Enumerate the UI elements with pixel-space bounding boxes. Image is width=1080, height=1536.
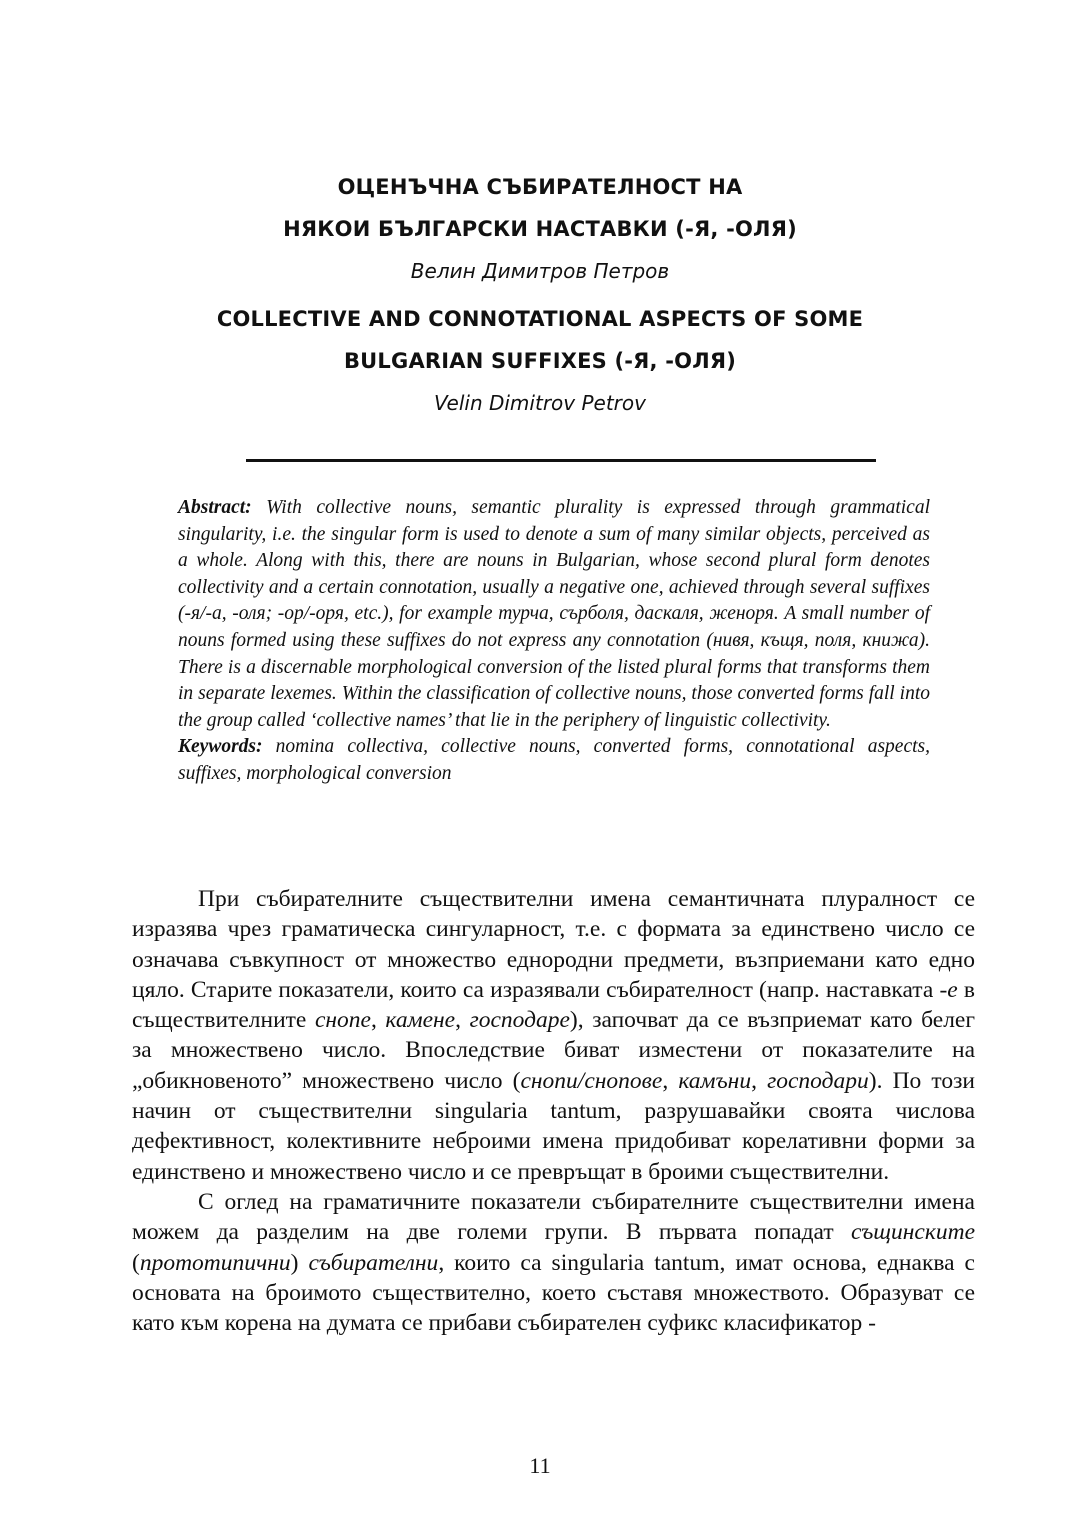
text-run: в съществителните [132,976,975,1034]
title-en-line1: COLLECTIVE AND CONNOTATIONAL ASPECTS OF SOME [216,307,864,331]
italic-term: същинските [850,1219,975,1246]
title-en-line2: BULGARIAN SUFFIXES (-Я, -ОЛЯ) [343,349,737,373]
italic-term: господари [767,1067,869,1094]
text-run: При събирателните съществителни имена семантичната плуралност се изразява чрез граматическа сингуларност, т.е. с формата за единствено число се означава съвкупност от множество еднородни предмети, възприемани като едно цяло. Старите показатели, които са изразявали събирателност (напр. наставката [132,886,975,1003]
text-run: , [455,1007,470,1034]
italic-term: камъни [678,1067,752,1094]
author-en: Velin Dimitrov Petrov [434,391,646,415]
abstract-paragraph [178,495,930,734]
page-number: 11 [529,1453,551,1478]
title-bg-line2: НЯКОИ БЪЛГАРСКИ НАСТАВКИ (-Я, -ОЛЯ) [283,217,797,241]
body-text [132,884,975,1338]
text-run: ). По този начин от съществителни singularia tantum, разрушавайки своята числова дефективност, колективните неброими имена придобиват корелативни форми за единствено и множествено число и се превръщат в броими съществителни. [132,1067,975,1185]
text-run: , [751,1067,768,1094]
text-run: , които са singularia tantum, имат основа, еднаква с основата на броимото съществително, което съставя множеството. Образуват се като към корена на думата се прибави събирателен суфикс класификатор - [132,1249,975,1337]
italic-term: снопи/снопове [520,1067,663,1094]
body-paragraph-2 [132,1187,975,1338]
text-run: , [370,1007,386,1034]
keywords-label: Keywords: [178,736,263,758]
italic-term: събирателни [308,1249,439,1276]
italic-term: прототипични [139,1249,291,1276]
title-block [0,166,1080,430]
author-bg: Велин Димитров Петров [410,259,670,283]
keywords-text: nomina collectiva, collective nouns, converted forms, connotational aspects, suffixes, morphological conversion [178,736,930,784]
italic-term: -е [939,976,958,1003]
title-bg-line1: ОЦЕНЪЧНА СЪБИРАТЕЛНОСТ НА [337,175,743,199]
abstract-block [178,495,930,788]
text-run: С оглед на граматичните показатели събирателните съществителни имена можем да разделим на две големи групи. В първата попадат [132,1188,975,1246]
abstract-text: With collective nouns, semantic plurality is expressed through grammatical singularity, i.e. the singular form is used to denote a sum of many similar objects, perceived as a whole. Along with this, there are nouns in Bulgarian, whose second plural form denotes collectivity and a certain connotation, usually a negative one, achieved through several suffixes (-я/-а, -оля; -ор/-оря, etc.), for example турча, сърболя, даскаля, женоря. A small number of nouns formed using these suffixes do not express any connotation (нивя, къщя, поля, книжа). There is a discernable morphological conversion of the listed plural forms that transforms them in separate lexemes. Within the classification of collective nouns, those converted forms fall into the group called ‘collective names’ that lie in the periphery of linguistic collectivity. [178,497,930,731]
italic-term: господаре [469,1007,570,1034]
text-run: ) [290,1249,309,1276]
italic-term: снопе [314,1007,371,1034]
body-paragraph-1 [132,884,975,1187]
italic-term: камене [385,1007,456,1034]
text-run: , [662,1067,679,1094]
abstract-label: Abstract: [178,497,252,518]
text-run: ), започват да се възприемат като белег за множествено число. Впоследствие биват изместени от показателите на „обикновеното” множествено число ( [132,1007,975,1094]
keywords-paragraph [178,734,930,787]
title-divider [246,459,876,462]
text-run: ( [132,1249,140,1276]
